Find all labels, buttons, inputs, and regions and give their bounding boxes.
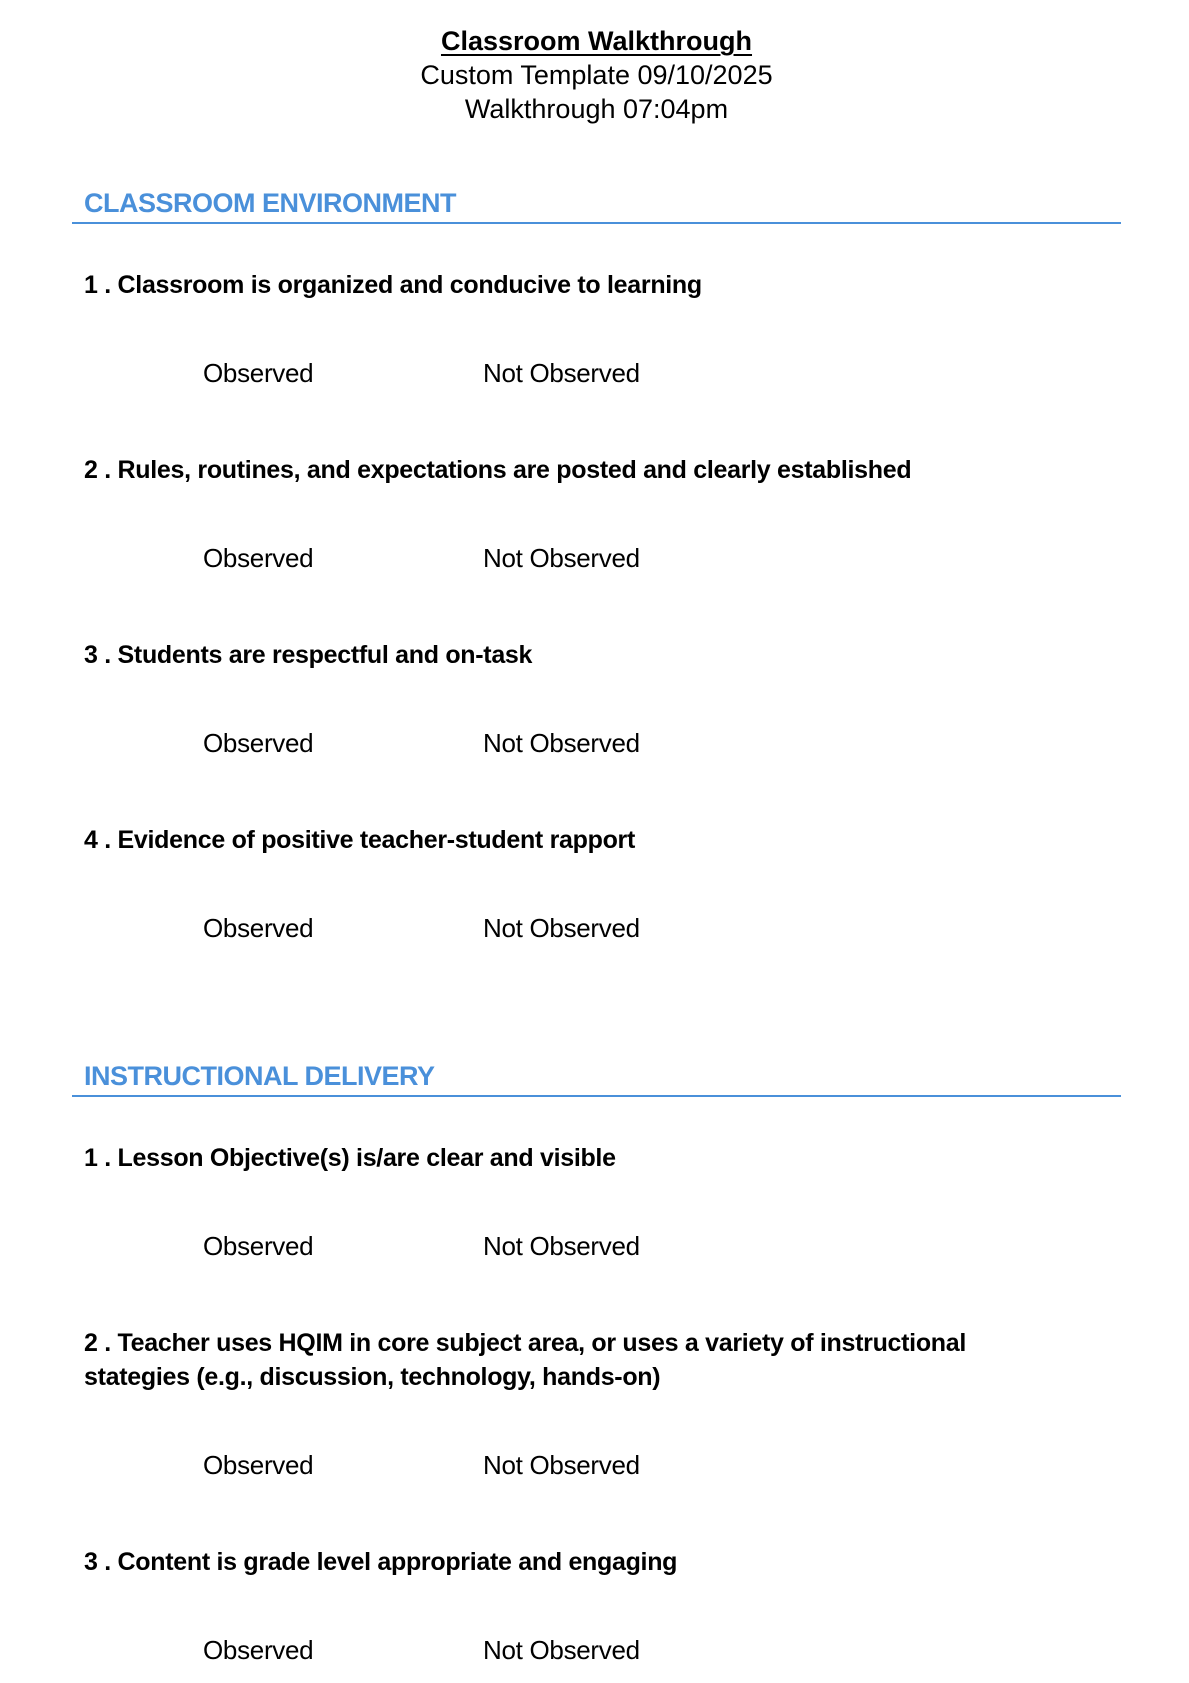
option-not-observed: Not Observed — [483, 543, 640, 573]
option-observed: Observed — [203, 1231, 314, 1261]
question: 4 . Evidence of positive teacher-student rapport — [84, 826, 636, 854]
section-title: INSTRUCTIONAL DELIVERY — [72, 1063, 1121, 1097]
option-observed: Observed — [203, 358, 314, 388]
option-not-observed: Not Observed — [483, 728, 640, 758]
question: 1 . Classroom is organized and conducive to learning — [84, 271, 702, 299]
option-observed: Observed — [203, 543, 314, 573]
template-date-line: Custom Template 09/10/2025 — [420, 60, 773, 90]
question: 2 . Rules, routines, and expectations are posted and clearly established — [84, 456, 912, 484]
question: 3 . Content is grade level appropriate and engaging — [84, 1548, 678, 1576]
section-instructional-delivery — [72, 1063, 1121, 1666]
document-title: Classroom Walkthrough — [440, 26, 753, 56]
option-observed: Observed — [203, 1635, 314, 1665]
option-not-observed: Not Observed — [483, 358, 640, 388]
answer-options — [203, 1230, 1121, 1262]
question: 3 . Students are respectful and on-task — [84, 641, 533, 669]
answer-options — [203, 1449, 1121, 1481]
answer-options — [203, 912, 1121, 944]
section-title: CLASSROOM ENVIRONMENT — [72, 190, 1121, 224]
answer-options — [203, 727, 1121, 759]
option-observed: Observed — [203, 1450, 314, 1480]
answer-options — [203, 357, 1121, 389]
option-observed: Observed — [203, 913, 314, 943]
question: 2 . Teacher uses HQIM in core subject area, or uses a variety of instructional stategies (e.g., discussion, technology, hands-on) — [84, 1329, 967, 1391]
option-not-observed: Not Observed — [483, 913, 640, 943]
section-classroom-environment — [72, 190, 1121, 944]
walkthrough-time-line: Walkthrough 07:04pm — [464, 94, 729, 124]
question: 1 . Lesson Objective(s) is/are clear and visible — [84, 1144, 616, 1172]
answer-options — [203, 542, 1121, 574]
option-not-observed: Not Observed — [483, 1231, 640, 1261]
option-not-observed: Not Observed — [483, 1635, 640, 1665]
option-not-observed: Not Observed — [483, 1450, 640, 1480]
answer-options — [203, 1634, 1121, 1666]
option-observed: Observed — [203, 728, 314, 758]
document-header — [72, 24, 1121, 126]
